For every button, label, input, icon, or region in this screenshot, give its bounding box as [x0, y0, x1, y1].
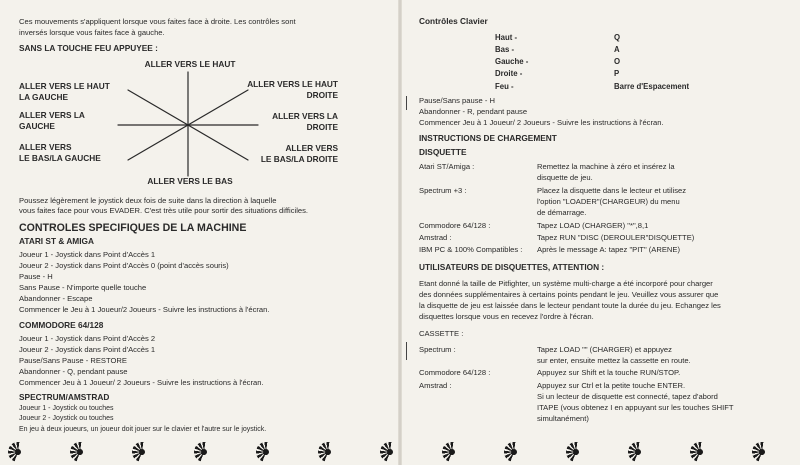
keyboard-heading: Contrôles Clavier — [419, 16, 488, 26]
dir-up: ALLER VERS LE HAUT — [144, 59, 236, 69]
key-line-2: Abandonner - R, pendant pause — [419, 107, 528, 116]
dir-down-left — [19, 142, 101, 163]
dir-left-l2: GAUCHE — [19, 120, 55, 131]
c64-line-3: Pause/Sans Pause - RESTORE — [19, 356, 127, 365]
disk-text-1-1: Remettez la machine à zéro et insérez la — [537, 162, 675, 171]
half-sun-fan-icon — [377, 439, 403, 465]
margin-bracket-2 — [406, 342, 410, 360]
disk-text-2-3: de démarrage. — [537, 208, 587, 217]
key-value-left: O — [614, 57, 621, 66]
disk-machine-5: IBM PC & 100% Compatibles : — [419, 245, 523, 254]
half-sun-fan-icon — [315, 439, 341, 465]
atari-line-4: Sans Pause - N'importe quelle touche — [19, 283, 147, 292]
dir-up-left-l1: ALLER VERS LE HAUT — [19, 81, 110, 91]
key-label-up: Haut - — [495, 33, 518, 42]
push-line-1: Poussez légèrement le joystick deux fois de suite dans la direction à laquelle — [19, 196, 277, 205]
half-sun-fan-icon — [501, 439, 527, 465]
dir-right-l2: DROITE — [306, 121, 338, 132]
push-line-2: vous faites face pour vous EVADER. C'est très utile pour sortir des situations difficiles. — [19, 206, 309, 215]
intro-line-2: inversés lorsque vous faites face à gauche. — [19, 28, 165, 37]
dir-down-right-l1: ALLER VERS — [285, 143, 338, 153]
cassette-text-3-2: Si un lecteur de disquette est connecté, tapez d'abord — [537, 392, 718, 401]
fire-heading: SANS LA TOUCHE FEU APPUYEE : — [19, 43, 158, 53]
load-heading: INSTRUCTIONS DE CHARGEMENT — [419, 133, 557, 143]
atari-line-2: Joueur 2 - Joystick dans Point d'Accès 0 (point d'accès souris) — [19, 261, 229, 270]
atari-line-6: Commencer le Jeu à 1 Joueur/2 Joueurs - Suivre les instructions à l'écran. — [19, 305, 270, 314]
users-line-2: des données supplémentaires à certains points pendant le jeu. Veuillez vous assurer que — [419, 290, 719, 299]
atari-heading: ATARI ST & AMIGA — [19, 236, 94, 246]
disk-heading: DISQUETTE — [419, 147, 467, 157]
disk-text-2-1: Placez la disquette dans le lecteur et utilisez — [537, 186, 687, 195]
margin-bracket — [406, 96, 410, 110]
cassette-text-3-4: simultanément) — [537, 414, 589, 423]
key-line-1: Pause/Sans pause - H — [419, 96, 495, 105]
key-label-left: Gauche - — [495, 57, 529, 66]
spectrum-line-2: Joueur 2 - Joystick ou touches — [19, 415, 114, 422]
right-page — [400, 0, 800, 465]
dir-up-right — [230, 79, 338, 100]
cassette-text-3-3: ITAPE (vous obtenez I en appuyant sur les touches SHIFT — [537, 403, 734, 412]
dir-left-l1: ALLER VERS LA — [19, 110, 85, 120]
disk-text-1-2: disquette de jeu. — [537, 173, 593, 182]
dir-down-left-l2: LE BAS/LA GAUCHE — [19, 152, 101, 163]
disk-machine-2: Spectrum +3 : — [419, 186, 467, 195]
half-sun-fan-icon — [625, 439, 651, 465]
key-value-up: Q — [614, 33, 621, 42]
dir-up-right-l1: ALLER VERS LE HAUT — [247, 79, 338, 89]
dir-right — [230, 111, 338, 132]
cassette-machine-2: Commodore 64/128 : — [419, 368, 491, 377]
half-sun-fan-icon — [67, 439, 93, 465]
machine-heading: CONTROLES SPECIFIQUES DE LA MACHINE — [19, 222, 247, 234]
disk-machine-3: Commodore 64/128 : — [419, 221, 491, 230]
half-sun-fan-icon — [687, 439, 713, 465]
cassette-text-1-2: sur enter, ensuite mettez la cassette en route. — [537, 356, 691, 365]
key-value-down: A — [614, 45, 620, 54]
c64-line-1: Joueur 1 - Joystick dans Point d'Accès 2 — [19, 334, 156, 343]
disk-text-3-1: Tapez LOAD (CHARGER) "*",8,1 — [537, 221, 649, 230]
atari-line-1: Joueur 1 - Joystick dans Point d'Accès 1 — [19, 250, 156, 259]
cassette-text-3-1: Appuyez sur Ctrl et la petite touche ENTER. — [537, 381, 686, 390]
half-sun-fan-icon — [253, 439, 279, 465]
key-value-right: P — [614, 69, 620, 78]
dir-down-right — [230, 143, 338, 164]
disk-machine-4: Amstrad : — [419, 233, 452, 242]
cassette-machine-1: Spectrum : — [419, 345, 456, 354]
dir-up-left — [19, 81, 110, 102]
spectrum-line-1: Joueur 1 - Joystick ou touches — [19, 405, 114, 412]
users-heading: UTILISATEURS DE DISQUETTES, ATTENTION : — [419, 262, 605, 272]
users-line-4: disquettes lorsque vous en recevez l'ordre à l'écran. — [419, 312, 594, 321]
c64-line-5: Commencer Jeu à 1 Joueur/ 2 Joueurs - Suivre les instructions à l'écran. — [19, 378, 264, 387]
half-sun-fan-icon — [129, 439, 155, 465]
decorative-footer — [0, 440, 800, 465]
dir-up-right-l2: DROITE — [306, 89, 338, 100]
cassette-text-2-1: Appuyez sur Shift et la touche RUN/STOP. — [537, 368, 681, 377]
dir-right-l1: ALLER VERS LA — [272, 111, 338, 121]
half-sun-fan-icon — [563, 439, 589, 465]
intro-line-1: Ces mouvements s'appliquent lorsque vous faites face à droite. Les contrôles sont — [19, 17, 296, 26]
dir-down: ALLER VERS LE BAS — [147, 176, 233, 186]
half-sun-fan-icon — [191, 439, 217, 465]
atari-line-3: Pause - H — [19, 272, 53, 281]
atari-line-5: Abandonner - Escape — [19, 294, 93, 303]
disk-machine-1: Atari ST/Amiga : — [419, 162, 475, 171]
key-line-3: Commencer Jeu à 1 Joueur/ 2 Joueurs - Suivre les instructions à l'écran. — [419, 118, 664, 127]
key-label-right: Droite - — [495, 69, 523, 78]
c64-heading: COMMODORE 64/128 — [19, 320, 104, 330]
c64-line-4: Abandonner - Q, pendant pause — [19, 367, 128, 376]
half-sun-fan-icon — [5, 439, 31, 465]
users-line-3: la disquette de jeu est laissée dans le lecteur pendant toute la durée du jeu. Echangez les — [419, 301, 721, 310]
cassette-text-1-1: Tapez LOAD "" (CHARGER) et appuyez — [537, 345, 672, 354]
users-line-1: Etant donné la taille de Pitfighter, un système multi-charge a été incorporé pour charger — [419, 279, 713, 288]
dir-down-left-l1: ALLER VERS — [19, 142, 72, 152]
spectrum-line-3: En jeu à deux joueurs, un joueur doit jouer sur le clavier et l'autre sur le joystick. — [19, 426, 267, 433]
dir-up-left-l2: LA GAUCHE — [19, 91, 69, 102]
spectrum-heading: SPECTRUM/AMSTRAD — [19, 392, 110, 402]
key-label-down: Bas - — [495, 45, 515, 54]
key-value-fire: Barre d'Espacement — [614, 82, 690, 91]
half-sun-fan-icon — [439, 439, 465, 465]
c64-line-2: Joueur 2 - Joystick dans Point d'Accès 1 — [19, 345, 156, 354]
dir-down-right-l2: LE BAS/LA DROITE — [260, 153, 338, 164]
cassette-machine-3: Amstrad : — [419, 381, 452, 390]
disk-text-5-1: Après le message A: tapez "PIT" (ARENE) — [537, 245, 680, 254]
half-sun-fan-icon — [749, 439, 775, 465]
dir-left — [19, 110, 85, 131]
disk-text-2-2: l'option "LOADER"(CHARGEUR) du menu — [537, 197, 680, 206]
cassette-heading: CASSETTE : — [419, 329, 464, 338]
disk-text-4-1: Tapez RUN "DISC (DEROULER"DISQUETTE) — [537, 233, 695, 242]
key-label-fire: Feu - — [495, 82, 514, 91]
